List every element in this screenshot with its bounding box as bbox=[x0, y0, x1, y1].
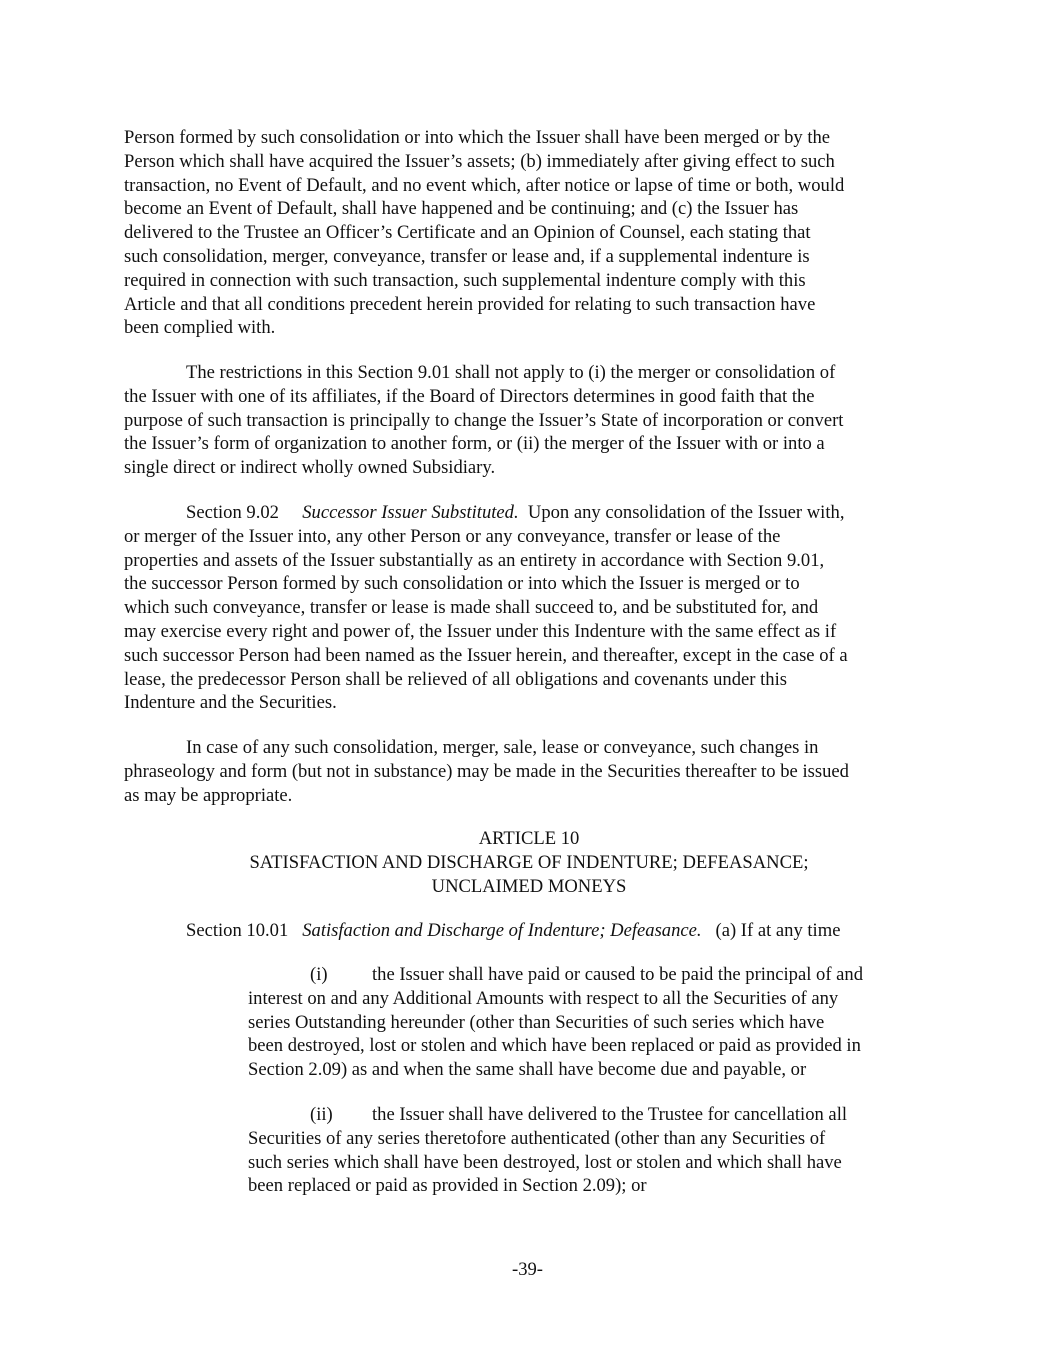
article-heading bbox=[124, 827, 934, 898]
text-line: Indenture and the Securities. bbox=[124, 692, 337, 714]
text-line: delivered to the Trustee an Officer’s Certificate and an Opinion of Counsel, each stating that bbox=[124, 222, 811, 244]
text-line: the Issuer’s form of organization to another form, or (ii) the merger of the Issuer with or into a bbox=[124, 433, 825, 455]
article-title-line-1: SATISFACTION AND DISCHARGE OF INDENTURE; DEFEASANCE; bbox=[249, 851, 809, 873]
page-number: -39- bbox=[512, 1259, 543, 1280]
text-line: Person formed by such consolidation or into which the Issuer shall have been merged or by the bbox=[124, 127, 831, 148]
list-item-first-line bbox=[248, 963, 938, 987]
section-9-02 bbox=[124, 501, 934, 715]
paragraph-continuation bbox=[124, 126, 934, 340]
section-title: Satisfaction and Discharge of Indenture; Defeasance. bbox=[302, 920, 702, 941]
section-number: Section 9.02 bbox=[186, 502, 279, 523]
text-line: the successor Person formed by such consolidation or into which the Issuer is merged or to bbox=[124, 573, 800, 595]
section-10-01 bbox=[186, 919, 946, 943]
text-line: properties and assets of the Issuer substantially as an entirety in accordance with Section 9.01, bbox=[124, 549, 825, 571]
text-line: been destroyed, lost or stolen and which have been replaced or paid as provided in bbox=[248, 1035, 861, 1057]
text-line: series Outstanding hereunder (other than Securities of such series which have bbox=[248, 1011, 825, 1033]
list-marker: (i) bbox=[310, 964, 328, 985]
text-line: lease, the predecessor Person shall be relieved of all obligations and covenants under this bbox=[124, 668, 787, 690]
paragraph-changes bbox=[124, 736, 934, 807]
text-line: or merger of the Issuer into, any other Person or any conveyance, transfer or lease of the bbox=[124, 525, 781, 547]
text-line: which such conveyance, transfer or lease is made shall succeed to, and be substituted for, and bbox=[124, 597, 819, 619]
text-line: been replaced or paid as provided in Section 2.09); or bbox=[248, 1175, 647, 1197]
text-line: such consolidation, merger, conveyance, transfer or lease and, if a supplemental indenture is bbox=[124, 245, 810, 267]
text-line: In case of any such consolidation, merger, sale, lease or conveyance, such changes in bbox=[186, 737, 819, 758]
text-line: as may be appropriate. bbox=[124, 784, 293, 806]
text-line: Section 2.09) as and when the same shall have become due and payable, or bbox=[248, 1059, 807, 1081]
section-text: Upon any consolidation of the Issuer with, bbox=[527, 502, 845, 523]
text-line: become an Event of Default, shall have happened and be continuing; and (c) the Issuer has bbox=[124, 198, 799, 220]
text-line: may exercise every right and power of, the Issuer under this Indenture with the same effect as if bbox=[124, 620, 837, 642]
text-line: such series which shall have been destroyed, lost or stolen and which shall have bbox=[248, 1151, 842, 1173]
text-line: the Issuer with one of its affiliates, if the Board of Directors determines in good faith that the bbox=[124, 385, 815, 407]
list-item-ii bbox=[248, 1103, 938, 1198]
text-line: the Issuer shall have delivered to the Trustee for cancellation all bbox=[372, 1104, 848, 1125]
section-number: Section 10.01 bbox=[186, 920, 289, 941]
list-item-i bbox=[248, 963, 938, 1082]
text-line: interest on and any Additional Amounts with respect to all the Securities of any bbox=[248, 987, 839, 1009]
paragraph-restrictions bbox=[124, 361, 934, 480]
text-line: purpose of such transaction is principally to change the Issuer’s State of incorporation or convert bbox=[124, 409, 844, 431]
text-line: Article and that all conditions precedent herein provided for relating to such transaction have bbox=[124, 293, 816, 315]
list-marker: (ii) bbox=[310, 1104, 333, 1125]
text-line: phraseology and form (but not in substance) may be made in the Securities thereafter to be issued bbox=[124, 760, 849, 782]
text-line: Person which shall have acquired the Issuer’s assets; (b) immediately after giving effect to such bbox=[124, 150, 835, 172]
text-line: Securities of any series theretofore authenticated (other than any Securities of bbox=[248, 1127, 826, 1149]
text-line: The restrictions in this Section 9.01 shall not apply to (i) the merger or consolidation of bbox=[186, 362, 836, 383]
section-heading-line bbox=[124, 501, 934, 525]
article-title-line-2: UNCLAIMED MONEYS bbox=[431, 875, 627, 897]
text-line: single direct or indirect wholly owned Subsidiary. bbox=[124, 457, 496, 479]
section-title: Successor Issuer Substituted. bbox=[302, 502, 519, 523]
text-line: transaction, no Event of Default, and no event which, after notice or lapse of time or both, would bbox=[124, 174, 845, 196]
list-item-first-line bbox=[248, 1103, 938, 1127]
text-line: the Issuer shall have paid or caused to be paid the principal of and bbox=[372, 964, 864, 985]
text-line: been complied with. bbox=[124, 317, 276, 339]
article-number: ARTICLE 10 bbox=[478, 828, 580, 849]
text-line: required in connection with such transaction, such supplemental indenture comply with this bbox=[124, 269, 806, 291]
text-line: such successor Person had been named as the Issuer herein, and thereafter, except in the case of a bbox=[124, 644, 848, 666]
section-text: (a) If at any time bbox=[715, 920, 841, 941]
